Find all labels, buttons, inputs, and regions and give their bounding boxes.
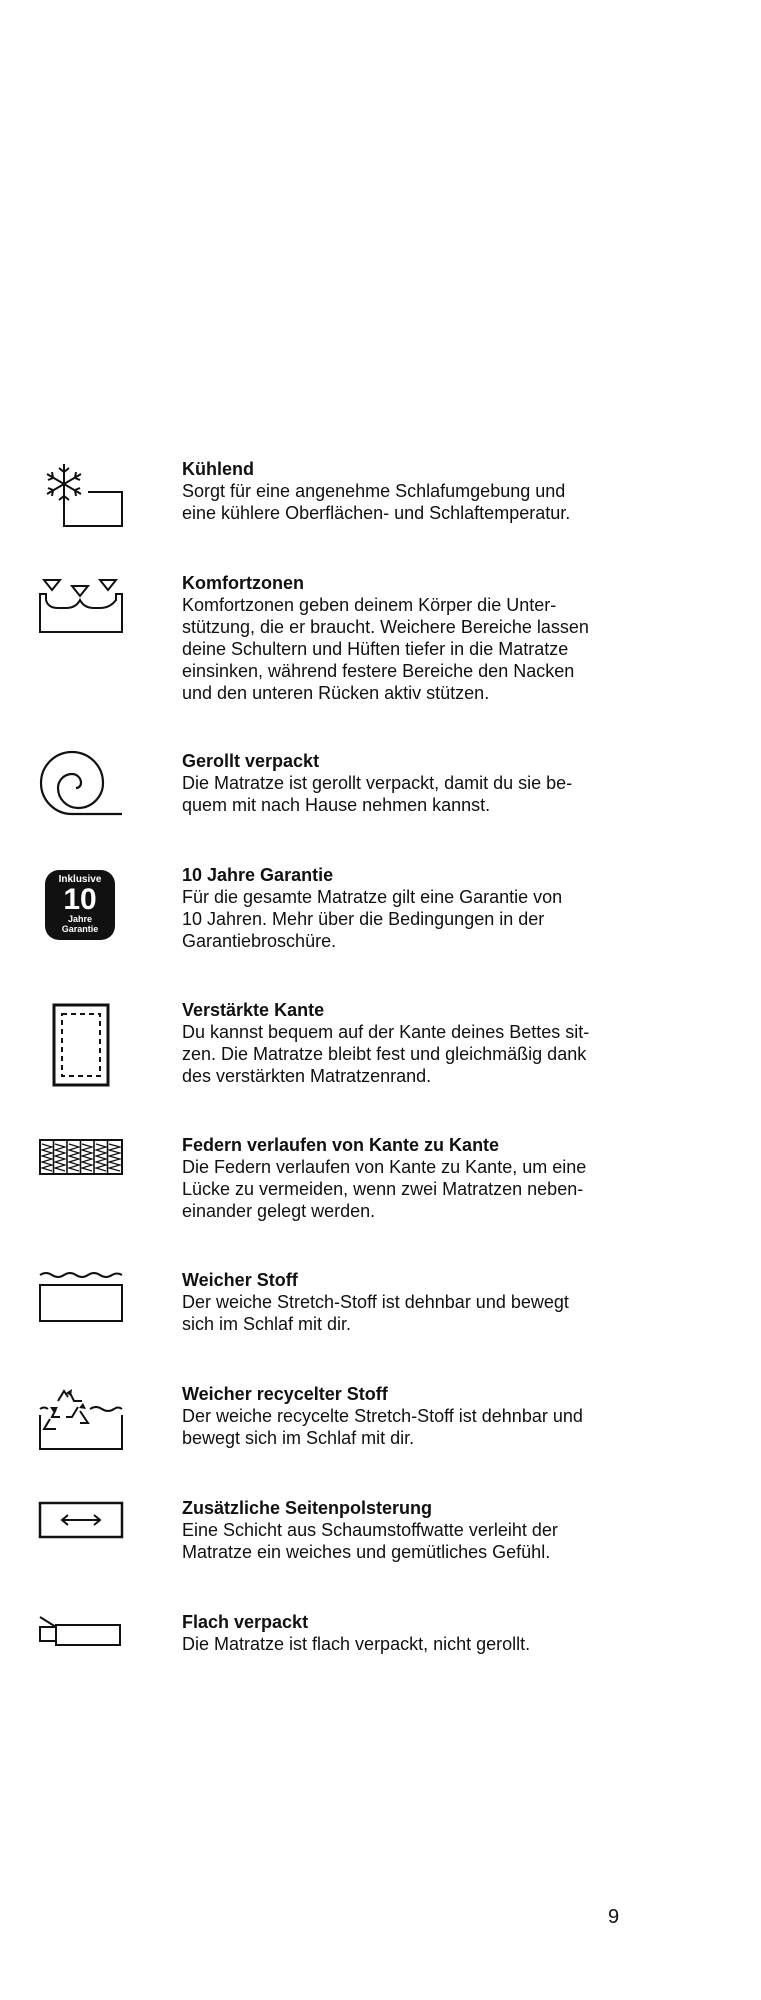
page-number: 9 xyxy=(608,1906,620,1928)
feature-text xyxy=(182,572,622,704)
recycled-fabric-icon xyxy=(36,1383,126,1473)
badge-number: 10 xyxy=(63,883,97,916)
feature-desc-line: und den unteren Rücken aktiv stützen. xyxy=(182,683,490,703)
feature-text xyxy=(182,750,622,816)
feature-desc-line: Sorgt für eine angenehme Schlafumgebung und xyxy=(182,481,566,501)
feature-title: Komfortzonen xyxy=(182,573,304,593)
feature-title: Flach verpackt xyxy=(182,1612,309,1632)
feature-desc-line: Die Federn verlaufen von Kante zu Kante, um eine xyxy=(182,1157,587,1177)
snowflake-mattress-icon xyxy=(36,458,126,548)
feature-desc-line: Die Matratze ist flach verpackt, nicht gerollt. xyxy=(182,1634,531,1654)
feature-text xyxy=(182,1134,622,1222)
feature-desc-line: bewegt sich im Schlaf mit dir. xyxy=(182,1428,415,1448)
soft-fabric-icon xyxy=(36,1271,126,1361)
feature-title: Gerollt verpackt xyxy=(182,751,320,771)
badge-line1: Jahre xyxy=(67,914,93,924)
feature-desc-line: Die Matratze ist gerollt verpackt, damit du sie be- xyxy=(182,773,573,793)
feature-desc-line: Der weiche Stretch-Stoff ist dehnbar und bewegt xyxy=(182,1292,569,1312)
side-padding-icon xyxy=(36,1499,126,1589)
feature-text xyxy=(182,999,622,1087)
rolled-package-icon xyxy=(36,748,126,838)
feature-desc-line: einsinken, während festere Bereiche den Nacken xyxy=(182,661,575,681)
feature-text xyxy=(182,1497,622,1563)
feature-title: Kühlend xyxy=(182,459,254,479)
feature-title: Weicher Stoff xyxy=(182,1270,298,1290)
feature-desc-line: quem mit nach Hause nehmen kannst. xyxy=(182,795,491,815)
feature-desc-line: Komfortzonen geben deinem Körper die Unter- xyxy=(182,595,557,615)
warranty-badge xyxy=(45,870,115,940)
feature-desc-line: deine Schultern und Hüften tiefer in die Matratze xyxy=(182,639,569,659)
reinforced-edge-icon xyxy=(36,1003,126,1093)
feature-desc-line: Der weiche recycelte Stretch-Stoff ist dehnbar und xyxy=(182,1406,583,1426)
feature-desc-line: Eine Schicht aus Schaumstoffwatte verleiht der xyxy=(182,1520,558,1540)
feature-desc-line: Lücke zu vermeiden, wenn zwei Matratzen neben- xyxy=(182,1179,584,1199)
feature-title: Verstärkte Kante xyxy=(182,1000,325,1020)
feature-text xyxy=(182,1269,622,1335)
comfort-zones-icon xyxy=(36,572,126,662)
feature-desc-line: sich im Schlaf mit dir. xyxy=(182,1314,352,1334)
feature-desc-line: stützung, die er braucht. Weichere Bereiche lassen xyxy=(182,617,589,637)
badge-line2: Garantie xyxy=(61,924,99,934)
feature-text xyxy=(182,1383,622,1449)
feature-desc-line: Garantiebroschüre. xyxy=(182,931,337,951)
feature-text xyxy=(182,1611,622,1655)
feature-desc-line: des verstärkten Matratzenrand. xyxy=(182,1066,432,1086)
feature-text xyxy=(182,458,622,524)
badge-top: Inklusive xyxy=(58,874,102,885)
feature-desc-line: Matratze ein weiches und gemütliches Gefühl. xyxy=(182,1542,551,1562)
feature-desc-line: 10 Jahren. Mehr über die Bedingungen in der xyxy=(182,909,545,929)
springs-edge-icon xyxy=(36,1134,126,1224)
flat-package-icon xyxy=(36,1613,126,1703)
feature-desc-line: Du kannst bequem auf der Kante deines Bettes sit- xyxy=(182,1022,590,1042)
feature-title: Weicher recycelter Stoff xyxy=(182,1384,388,1404)
feature-title: Federn verlaufen von Kante zu Kante xyxy=(182,1135,500,1155)
feature-title: 10 Jahre Garantie xyxy=(182,865,334,885)
feature-desc-line: eine kühlere Oberflächen- und Schlaftemperatur. xyxy=(182,503,571,523)
feature-desc-line: einander gelegt werden. xyxy=(182,1201,376,1221)
warranty-badge-icon xyxy=(45,870,135,960)
feature-desc-line: Für die gesamte Matratze gilt eine Garantie von xyxy=(182,887,563,907)
feature-desc-line: zen. Die Matratze bleibt fest und gleichmäßig dank xyxy=(182,1044,587,1064)
feature-title: Zusätzliche Seitenpolsterung xyxy=(182,1498,433,1518)
feature-text xyxy=(182,864,622,952)
